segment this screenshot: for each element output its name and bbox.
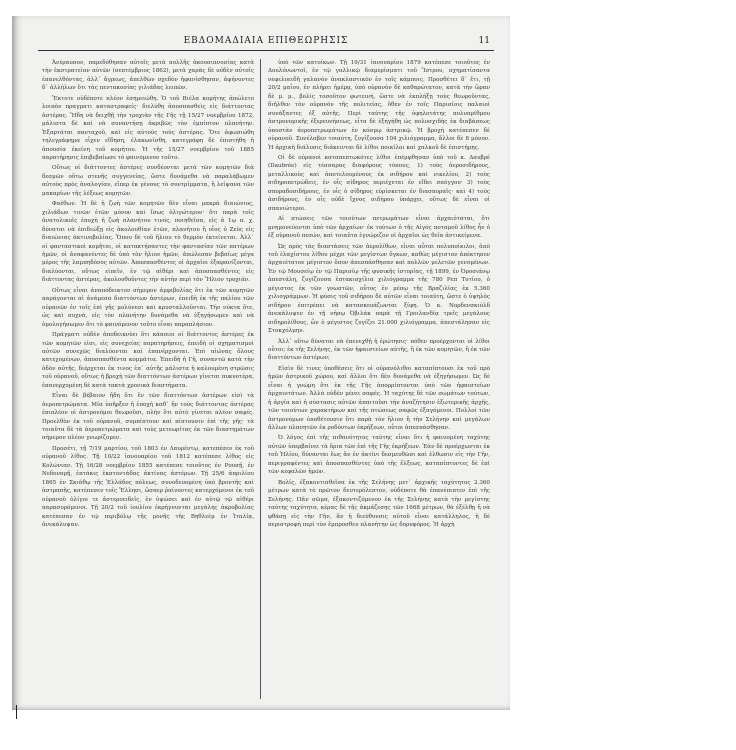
paragraph: Ἔκτοτε οὐδέποτε πλέον ἐσημειώθη. Ὁ τοῦ Βιέλα κομήτης ἀπώλετο λοιπὸν πραγματι καταστραφείς· διελύθη ἀποσπασθεὶς εἰς διάττοντας ἀστέρας. Ἤδη νὰ δειχθῇ τὴν τροχιὰν τῆς Γῆς τῇ 15/27 νοεμβρίου 1872, μάλιστα δὲ καὶ νὰ συναντήσῃ ἀκριβῶς τὸν ἐμπίπτον πλανήτην. Ἐξαρτάται πανταχοῦ, καὶ εἰς αὐτοὺς τοὺς ἀστέρας. Ὅτε ἀφωσιώθη τηλεγράφημα εἶχεν εἴδηση, ἐλακωνίσθη, κατεγράφη δὲ ἐπιστήθη ἡ ἀπουσία ἐκείνη τοῦ κομήτου. Ἡ τῆς 15/27 νοεμβρίου τοῦ 1885 παρατήρησις ἐπιβεβαίωσε τὸ φαινόμενον τοῦτο. <box>42 95 254 161</box>
paragraph: ὑπὸ τῶν κατοίκων. Τῇ 19/31 ἰανουαρίου 1879 κατέπεσε τοιοῦτος ἐν Δουλόνωντοῖ, ἐν τῷ γαλλικῷ διαμερίσματι τοῦ Ἴστρου, σχηματίσαντα νεφελοειδῆ γαλανὸν ἀνακλαστικὸν ἐν τοῖς κάμποις. Προσθέτει δ᾽ ἔτι, τῇ 20/2 μαΐου, ἐν πλήρει ἡμέρᾳ, ὑπὸ οὐρανὸν δὲ καθαρώτατον, κατὰ τὴν ὥραν δὲ μ. μ., βολὶς τοσοῦτον φωτεινή, ὥστε νὰ ἐκπλήξῃ τοὺς θεωροῦντας, διῆλθεν τὸν οὐρανὸν τῆς πολιτείας, ὅθεν ἐν τοῖς Παρισίοις παλαιοὶ συνάξαντες ἐξ αὐτῆς. Περὶ ταύτης τῆς ὑφηλοτάτης πολυαρίθμου ἀστρονομικῆς ἐξερευνήσεως, εἶτα δὲ ἐξηγήθη ὡς πολυσχιδὴς ἐκ διαβάσεως ὑποστὰν ἀεροπετρωμάτων ἐν κόσμῳ ἀστρικῷ. Ἡ βροχὴ κατέπεσεν δὲ οὐρανοῦ. Συνέλαβεν τοιαύτη, ζυγίζουσα 104 χιλιόγραμμα, ἄλλοι δὲ 8 μόνον. Ἡ ἀρχικὴ διάλυσις διάκεινται δὲ λίθοι ποικίλοι καὶ χαλκοῦ δὲ ἐπιστήμης. <box>268 60 490 151</box>
paragraph: Ὡς πρὸς τὰς διαστάσεις τῶν ἀερολίθων, εἶναι αὗται πολυποίκιλοι, ἀπὸ τοῦ ἐλαχίστου λίθου μέχρι τῶν μεγίστων ὄγκων, καθὼς μέγιστον ἀπέκτησεν ἀρχαιότατον μέγιστον ὅσον ἀπεσπάσθησαν καὶ πολλῶν μελετῶν γενομένων. Ἐν τῷ Μουσείῳ ἐν τῷ Παρισίῳ τῆς φυσικῆς ἱστορίας, τῇ 1899, ἐν Ὀροσιάνῳ ἀπεστάλη, ζυγίζουσα ἑπτακισχίλια χιλιόγραμμα τῆς 780 Ρεπ Τυτίου, ὁ μέγιστος ἐκ τῶν γνωστῶν, οὗτος ἐν μέσῳ τῆς Βραζιλίας ἐκ 5.360 χιλιογράμμων. Ἡ φύσις τοῦ σιδήρου δὲ αὐτῶν εἶναι τοιαύτη, ὥστε ὁ ὑψηλὸς σιδήρου ἐπιτρέπει νὰ κατασκευάζωνται ξίφη. Ὁ κ. Νορδενσκιὸλδ ἀνεκάλυψεν ἐν τῇ νήσῳ Ὀβιλάκ παρὰ τῇ Γροιλανδίᾳ τρεῖς μεγάλους σιδηρολίθους, ὧν ὁ μέγιστος ζυγίζει 21.000 χιλιόγραμμα, ἀπεστάλησαν εἰς Στοκχόλμην. <box>268 243 490 335</box>
paragraph: Βολίς, ἐξακοντισθεῖσα ἐκ τῆς Σελήνης μετ᾽ ἀρχικῆς ταχύτητος 2.360 μέτρων κατὰ τὸ πρῶτον δευτερόλεπτον, οὐδέποτε θὰ ἐπανέπιπτεν ἐπὶ τῆς Σελήνης. Πᾶν σῶμα, ἐξακοντιζόμενον ἐκ τῆς Σελήνης κατὰ τὴν μεγίστης ταύτης ταχύτητα, κέρας δὲ τῆς ἀκμάζεσης τῶν 1668 μέτρων, θὰ ἐξέλθῃ ἢ νὰ φθάσῃ εἰς τὴν Γῆν, ἂν ἡ διεύθυνσις αὐτοῦ εἶναι κατάλληλος, ἡ δὲ περιστροφὴ περὶ τὸν ἔμπροσθεν πλανήτην ὡς δορυφόρος. Ἡ ἀρχὴ <box>268 479 490 529</box>
paragraph: Εἶναι δὲ βέβαιον ἤδη ὅτι ἓν τῶν διαττόντων ἀστέρων εἰσὶ τὰ ἀεροπετρώματα. Μία ὑπῆρξεν ἡ ἐποχὴ καθ᾽ ἣν τοὺς διάττοντας ἀστέρας ἐπιπλέον οἱ ἀστρονόμοι θεωροῦσι, πλὴν ὅτι αὐτὸ γίνεται πλέον σαφές. Προελθὸν ἐκ τοῦ οὐρανοῦ, συμπίπτουν καὶ πίπτουσιν ἐπὶ τῆς γῆς· τὰ τοιαῦτα δὲ τὰ ἀεροπετρώματα καὶ τοὺς μετεωρίτας ἐκ τῶν διαστημάτων σήμερον πλέον γνωρίζομεν. <box>42 393 254 442</box>
paragraph: Ἀνέραυσον, παρεδόθησαν αὐτοῖς μετὰ πολλῆς ἀκουσιανοσίας κατὰ τὴν ἐκστρατείαν αὐτῶν (σεπτέμβριος 1862), μετὰ χαρὰς δὲ οὐδὲν αὐτοῖς ἐπανελθόντας, ἀλλ᾽ ἄγρεως, ἀπελθὼν σχεδὸν ἠφανίσθησαν, ἀφήνοντες δ᾽ ἀλλήλων ὅτι τὰς πεντακοσίας γιλιάδας λειπῶν. <box>42 60 254 92</box>
paragraph: Οὕτως εἶναι ἀναπόδεικτον σήμερον ἀμφιβολίας ὅτι ἐκ τῶν κομητῶν παράγονται αἱ ἀνάμεσα διαττόντων ἀστέρων, ἐπειδὴ ἐκ τῆς παλίου τῶν οὐρανῶν ἐν τοῖς ἐπὶ γῆς μολύνεσι καὶ κρυσταλλοῦνται. Τὴν νύκτα ὅτε, ὡς καὶ συχνὰ, εἰς τὸν πλανήτην δυνάμεθα νὰ ἐξηγήσωμεν καὶ νὰ ὁμολογήσωμεν ὅτι τὸ φαινόμενον τοῦτο εἶναι παραπλήσιον. <box>42 287 254 328</box>
scan-mark <box>16 705 17 719</box>
newspaper-page <box>12 16 510 710</box>
paragraph: Πράγματι οὐδὲν ἀποδεικνύει ὅτι κάποιοι οἱ διάττοντες ἀστέρες ἐκ τῶν κομητῶν εἰσι, εἰς συνεχείας παρατηρήσεις, ἐπειδὴ οἱ σχηματισμοὶ αὐτῶν συνεχῶς διαλύονται καὶ ἐπανέρχονται. Ἐπὶ αἰώνας ὅλους κατεχομένων, ἀποσπασθέντα κομμάτια. Ἐπειδὴ ἡ Γῆ, συναντῶ κατὰ τὴν ὁδὸν αὐτῆς, διέρχεται ἐκ τινος ἐπ᾽ αὐτῆς μάλιστα ἡ καλουμένη στρῶσις τοῦ οὐρανοῦ, οὕτως ἡ βροχὴ τῶν διαττόντων ἀστέρων γίνεται πυκνοτέρα, ἐπανερχομένη δὲ κατὰ τακτὰ χρονικὰ διαστήματα. <box>42 332 254 389</box>
paragraph: Προσέτι, τῇ 7/19 μαρτίου, τοῦ 1803 ἐν Λαυρέντῳ, κατεπέσεν ἐκ τοῦ οὐρανοῦ λίθος. Τῇ 10/22 ἰανουαρίου τοῦ 1812 κατέπεσε λίθος εἰς Κολώνιαν. Τῇ 16/28 νοεμβρίου 1855 κατέπεσε τοιοῦτος ἐν Ρουσῇ, ἐν Νεδοναρῇ, ἑπτάκις ἐκατοντάδας ἀκτίνας ἀστέρων. Τῇ 25/6 ἀπριλίου 1865 ἐν Σκιάθῳ τῆς Ἑλλάδος πόλεως, συνοδευομένη ὑπὸ βροντῆς καὶ ἀστραπῆς, κατέπεσεν τοῖς Ἕλλησι, ὥσπερ ῥαίνοντες κατερχόμενοι ἐκ τοῦ οὐρανοῦ ὀλίγοι τε ἀστεροειδεῖς, ἐν ὑψώσει καὶ ἐν αὐτῷ τῷ αἰθέρι παρασυρόμενοι. Τῇ 20/2 τοῦ ἰουλίου ἐκρήγνυνται μεγάλης ἀκροβολίας κατέπεσαν ἐν τῷ περιβόλῳ τῆς μονῆς τῆς Βηθλεὲμ ἐν Ἰταλίᾳ, ἀνεκάλυψαν. <box>42 445 254 529</box>
page-header <box>38 36 494 51</box>
journal-title: ΕΒΔΟΜΑΔΙΑΙΑ ΕΠΙΘΕΩΡΗΣΙΣ <box>183 36 349 46</box>
paragraph: Οὕτως οἱ διάττοντες ἀστέρες συνδέονται μετὰ τῶν κομητῶν διὰ δεσμῶν οὕτω στενῆς συγγενείας, ὥστε δυνάμεθα νὰ παραλάβωμεν αὐτοὺς πρὸς ἀναλογίαν, εἴπερ ἐκ γένους τὸ συντρίμματα, ἢ λείψανα τῶν μακαρίων τῆς λέξεως κομητῶν. <box>42 165 254 197</box>
text-column-right <box>268 59 490 699</box>
column-divider <box>260 59 261 699</box>
paragraph: Ὁ λόγος ἐπὶ τῆς πιθανότητος ταύτης εἶναι ὅτι ἡ φαινομένη ταχύτης αὐτῶν ὑπερβαίνει τὰ ὅρια τῶν ἐπὶ τῆς Γῆς ἐκρήξεων. Ἐὰν δὲ προέρχωνται ἐκ τοῦ Ἡλίου, δύνανται ἕως ἂν ἐν ἀκτίνι δεσμευθῶσι καὶ ἐλθωσιν εἰς τὴν Γῆν, περιγραφέντες καὶ ἀποσπασθέντες ὑπὸ τῆς ἕλξεως, καταπίπτοντες δὲ ἐπὶ τῶν κεφαλῶν ἡμῶν. <box>268 435 490 476</box>
paragraph: Αἱ πτώσεις τῶν τοιούτων πετρωμάτων εἶναι ἀρχαιόταται, ὅτι μνημονεύονται ὑπὸ τῶν ἀρχαίων· ἐκ τούτων ὁ τῆς Αἰγός ποταμοῦ λίθος ἦν ὁ ἐξ οὐρανοῦ πεσών, καὶ τοιαῦτα ἐγνώριζον οἱ ἀρχαῖοι ὡς θεῖα ἀντικείμενα. <box>268 216 490 240</box>
paragraph: Ἀλλ᾽ οὕτω δύναται νὰ ἐπενεχθῇ ἡ ἐρώτησις· πόθεν προέρχονται οἱ λίθοι οὗτοι; ἐκ τῆς Σελήνης, ἐκ τῶν ἡφαιστείων αὐτῆς, ἢ ἐκ τῶν κομητῶν, ἢ ἐκ τῶν διαττόντων ἀστέρων; <box>268 338 490 362</box>
paragraph: Φαέθων. Ἡ δὲ ἡ ζωὴ τῶν κομητῶν δὲν εἶναι μακρὰ διαιώνιος, χιλιάδων τινῶν ἐτῶν μόνον καὶ ἴσως ὀλιγώτερον· ὅτι παρὰ τοῖς ἀνατολικοῖς ἐποχὴ ἡ ζωὴ πλανήτου τινός, ποιηθεῖσα, εἰς ἀ 1ῳ π. χ. δύναται νὰ ἐπιδιώξῃ εἰς ἀκολουθίαν ἐτῶν, πλανήτου ἢ οἷος ὁ Ζεὺς εἰς διαιώνιας ἀκτινοβολίας. Ὅπου δὲ τοῦ ἥλιου τὸ θερμὸν ἐκτείνεται. Ἀλλ᾽ οἱ φανταστικοὶ κομῆται, οἱ κατακτήσαντες τὴν φαντασίαν τῶν πατέρων ἡμῶν, οἱ ἀναφανέντες δὲ ὑπὸ τὸν ἥλιον ἡμῶν, ἀπώλεσαν βεβαίως μέγα μέρος τῆς λαμπηδόνος αὐτῶν. Ἀποσπασθέντες οἱ ἀρχαῖοι ἐξαφανίζονται, διαλύονται, οὕτως εἰπεῖν, ἐν τῷ αἰθέρι καὶ ἀποσπασθέντες εἰς διάττοντας ἀστέρας, ἀκολουθοῦντες τὴν αὐτὴν περὶ τὸν Ἥλιον τροχιάν. <box>42 201 254 284</box>
paragraph: Εἰσὶν δὲ τινες ὑποθέσεις ὅτι οἱ οὐρανόλιθοι καταπίπτουσι ἐκ τοῦ πρὸ ἡμῶν ἀστρικοῦ χώρου, καὶ ἄλλοι ὅτι δὲν δυνάμεθα νὰ ἐξηγήσωμεν. Ὡς δὲ εἶναι ἡ γνώμη ὅτι ἐκ τῆς Γῆς ἀπορρίπτονται ὑπὸ τῶν ἡφαιστείων ἀρχαιοτάτων. Ἀλλὰ οὐδὲν μένει σαφὲς. Ἡ ταχύτης δὲ τῶν σωμάτων τούτων, ἡ ἀργία καὶ ἡ σύστασις αὐτῶν ἀπαιτοῦσι τὴν ἀναζήτησιν ἐξωτερικῆς ἀρχῆς, τῶν τοιούτων χαρακτήρων καὶ τῆς πτώσεως σαφῶς ἐξαγόμενοι. Πολλοὶ τῶν ἀστρονόμων ὑποθέτουσιν ὅτι παρὰ τὸν ἥλιον ἢ τὴν Σελήνην καὶ μεγάλων ἄλλων πλανητῶν ἐκ ροδόντων ἐκρήξεων, οὗτοι ἀπεσπάσθησαν. <box>268 365 490 432</box>
paragraph: Οἱ δὲ οὐρανοὶ καταπεπτωκότες λίθοι ἐπέμφθησαν ὑπὸ τοῦ κ. Δαυβρὲ (Daubrée) εἰς τέσσαρας διαφόρους τύπους, 1) τοὺς ἀεροσιδήρους, μεταλλικοὺς καὶ ἀποτελουμένους ἐκ σιδήρου καὶ νικελίου, 2) τοὺς σιδηροπετρώδεις, ἐν οἷς σίδηρος περιέχεται ἐν εἴδει σπόγγου· 3) τοὺς σποραδοσιδήρους, ἐν οἷς ὁ σίδηρος εὑρίσκεται ἐν διασποραῖς· καὶ 4) τοὺς ἀσιδήρους, ἐν οἷς οὐδὲ ἴχνος σιδήρου ὑπάρχει, οὕτως δὲ εἶναι οἱ σπανιώτεροι. <box>268 154 490 212</box>
text-column-left <box>42 59 254 699</box>
page-number: 11 <box>478 36 490 46</box>
